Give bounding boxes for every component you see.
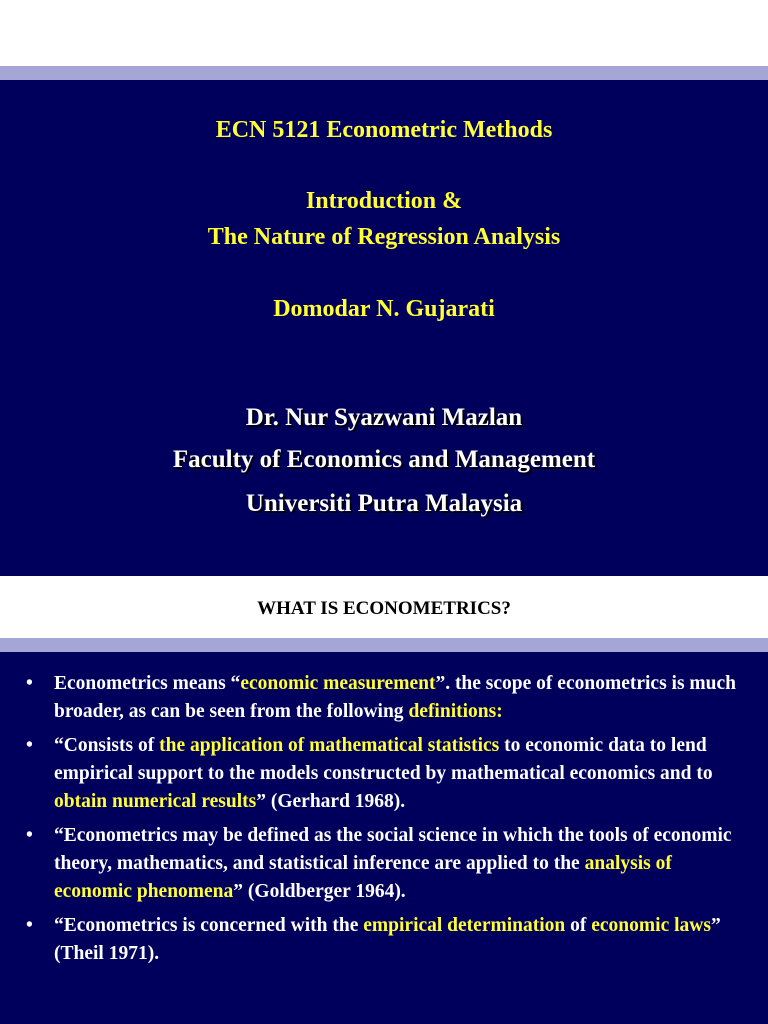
highlight-text: definitions: [408,701,503,722]
highlight-text: analysis of economic phenomena [54,853,672,902]
slide-heading: WHAT IS ECONOMETRICS? [257,598,511,619]
definition-list [0,670,768,974]
bullet-icon: • [26,825,33,846]
university-name: Universiti Putra Malaysia [245,490,523,517]
definitions-slide [0,652,768,1024]
bullet-icon: • [26,915,33,936]
text-segment: Econometrics means “ [54,673,241,694]
top-divider-band [0,66,768,80]
text-segment: ” (Gerhard 1968). [256,791,406,812]
list-item [0,732,768,816]
highlight-text: economic measurement [240,673,436,694]
bullet-icon: • [26,673,33,694]
bullet-icon: • [26,735,33,756]
text-segment: “Econometrics is concerned with the [54,915,364,936]
highlight-text: the application of mathematical statistics [159,735,500,756]
text-segment: ” (Goldberger 1964). [233,881,406,902]
middle-divider-band [0,638,768,652]
text-segment: “Consists of [54,735,160,756]
subtitle-line-2: The Nature of Regression Analysis [207,224,561,250]
course-title: ECN 5121 Econometric Methods [215,117,553,143]
text-segment: to economic data to lend empirical support to the models constructed by mathematical economics and to [54,735,713,784]
list-item [0,822,768,906]
highlight-text: obtain numerical results [54,791,257,812]
author-name: Domodar N. Gujarati [273,296,495,322]
list-item [0,670,768,726]
presenter-name: Dr. Nur Syazwani Mazlan [245,404,523,431]
text-segment: “Econometrics may be defined as the social science in which the tools of economic theory, mathematics, and statistical inference are applied to the [54,825,732,874]
text-segment: of [565,915,592,936]
title-slide [0,80,768,576]
list-item [0,912,768,968]
highlight-text: economic laws [591,915,711,936]
text-segment: ”. the scope of econometrics is much broader, as can be seen from the following [54,673,737,722]
highlight-text: empirical determination [363,915,566,936]
subtitle-line-1: Introduction & [305,188,463,214]
faculty-name: Faculty of Economics and Management [172,446,596,473]
text-segment: ” (Theil 1971). [54,915,721,964]
